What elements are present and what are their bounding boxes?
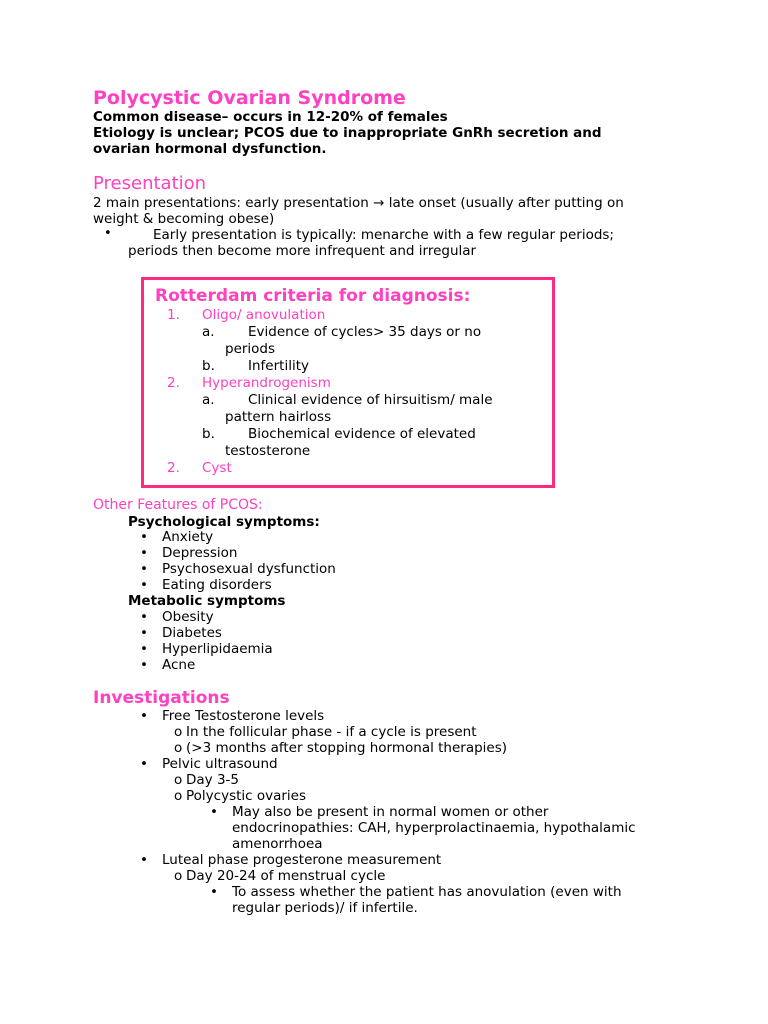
criteria-oligo-anovulation: Oligo/ anovulation — [202, 307, 326, 323]
criteria-number: 1. — [167, 307, 180, 323]
sub-letter: b. — [202, 426, 215, 442]
circle-bullet-icon: o — [174, 740, 183, 756]
sub-text: Clinical evidence of hirsuitism/ male — [248, 392, 493, 408]
investigation-pelvic-ultrasound: Pelvic ultrasound — [162, 756, 278, 772]
bullet-icon: • — [140, 609, 148, 625]
bullet-icon: • — [140, 545, 148, 561]
investigations-heading: Investigations — [93, 688, 230, 708]
note-text: endocrinopathies: CAH, hyperprolactinaemia, hypothalamic — [232, 820, 636, 836]
investigation-free-testosterone: Free Testosterone levels — [162, 708, 325, 724]
sub-item-text: Polycystic ovaries — [186, 788, 307, 804]
list-item-text: Psychosexual dysfunction — [162, 561, 336, 577]
other-features-heading: Other Features of PCOS: — [93, 497, 263, 513]
bullet-icon: • — [140, 756, 148, 772]
presentation-line-1: 2 main presentations: early presentation → late onset (usually after putting on — [93, 195, 624, 211]
bullet-icon: • — [140, 708, 148, 724]
note-text: regular periods)/ if infertile. — [232, 900, 418, 916]
bullet-icon: • — [140, 641, 148, 657]
list-item-text: Eating disorders — [162, 577, 272, 593]
presentation-bullet-line-1: Early presentation is typically: menarche with a few regular periods; — [153, 227, 614, 243]
bullet-icon: • — [140, 561, 148, 577]
bullet-icon: • — [140, 625, 148, 641]
investigation-luteal-progesterone: Luteal phase progesterone measurement — [162, 852, 442, 868]
sub-text: Infertility — [248, 358, 309, 374]
sub-text-continued: pattern hairloss — [225, 409, 332, 425]
intro-line-2: Etiology is unclear; PCOS due to inappropriate GnRh secretion and — [93, 125, 602, 141]
title: Polycystic Ovarian Syndrome — [93, 87, 406, 109]
list-item-text: Diabetes — [162, 625, 222, 641]
note-text: To assess whether the patient has anovulation (even with — [232, 884, 622, 900]
list-item-text: Depression — [162, 545, 238, 561]
sub-letter: a. — [202, 392, 215, 408]
bullet-icon: • — [104, 226, 112, 241]
sub-item-text: Day 20-24 of menstrual cycle — [186, 868, 386, 884]
sub-text-continued: periods — [225, 341, 276, 357]
sub-text-continued: testosterone — [225, 443, 311, 459]
presentation-line-2: weight & becoming obese) — [93, 211, 275, 227]
rotterdam-box — [141, 277, 555, 488]
criteria-number: 2. — [167, 460, 180, 476]
bullet-icon: • — [140, 657, 148, 673]
circle-bullet-icon: o — [174, 868, 183, 884]
presentation-heading: Presentation — [93, 173, 207, 194]
circle-bullet-icon: o — [174, 724, 183, 740]
sub-text: Evidence of cycles> 35 days or no — [248, 324, 482, 340]
bullet-icon: • — [140, 529, 148, 545]
circle-bullet-icon: o — [174, 788, 183, 804]
psychological-heading: Psychological symptoms: — [128, 514, 320, 530]
rotterdam-title: Rotterdam criteria for diagnosis: — [155, 286, 471, 306]
sub-letter: a. — [202, 324, 215, 340]
circle-bullet-icon: o — [174, 772, 183, 788]
bullet-icon: • — [210, 804, 218, 820]
criteria-number: 2. — [167, 375, 180, 391]
list-item-text: Obesity — [162, 609, 214, 625]
sub-item-text: (>3 months after stopping hormonal therapies) — [186, 740, 508, 756]
sub-item-text: Day 3-5 — [186, 772, 239, 788]
presentation-bullet-line-2: periods then become more infrequent and irregular — [128, 243, 477, 259]
bullet-icon: • — [140, 577, 148, 593]
bullet-icon: • — [210, 884, 218, 900]
metabolic-heading: Metabolic symptoms — [128, 593, 286, 609]
list-item-text: Hyperlipidaemia — [162, 641, 273, 657]
list-item-text: Anxiety — [162, 529, 214, 545]
intro-line-3: ovarian hormonal dysfunction. — [93, 141, 327, 157]
intro-line-1: Common disease– occurs in 12-20% of females — [93, 109, 448, 125]
sub-item-text: In the follicular phase - if a cycle is present — [186, 724, 477, 740]
list-item-text: Acne — [162, 657, 196, 673]
bullet-icon: • — [140, 852, 148, 868]
note-text: May also be present in normal women or other — [232, 804, 549, 820]
sub-text: Biochemical evidence of elevated — [248, 426, 476, 442]
sub-letter: b. — [202, 358, 215, 374]
note-text: amenorrhoea — [232, 836, 323, 852]
criteria-hyperandrogenism: Hyperandrogenism — [202, 375, 331, 391]
criteria-cyst: Cyst — [202, 460, 232, 476]
